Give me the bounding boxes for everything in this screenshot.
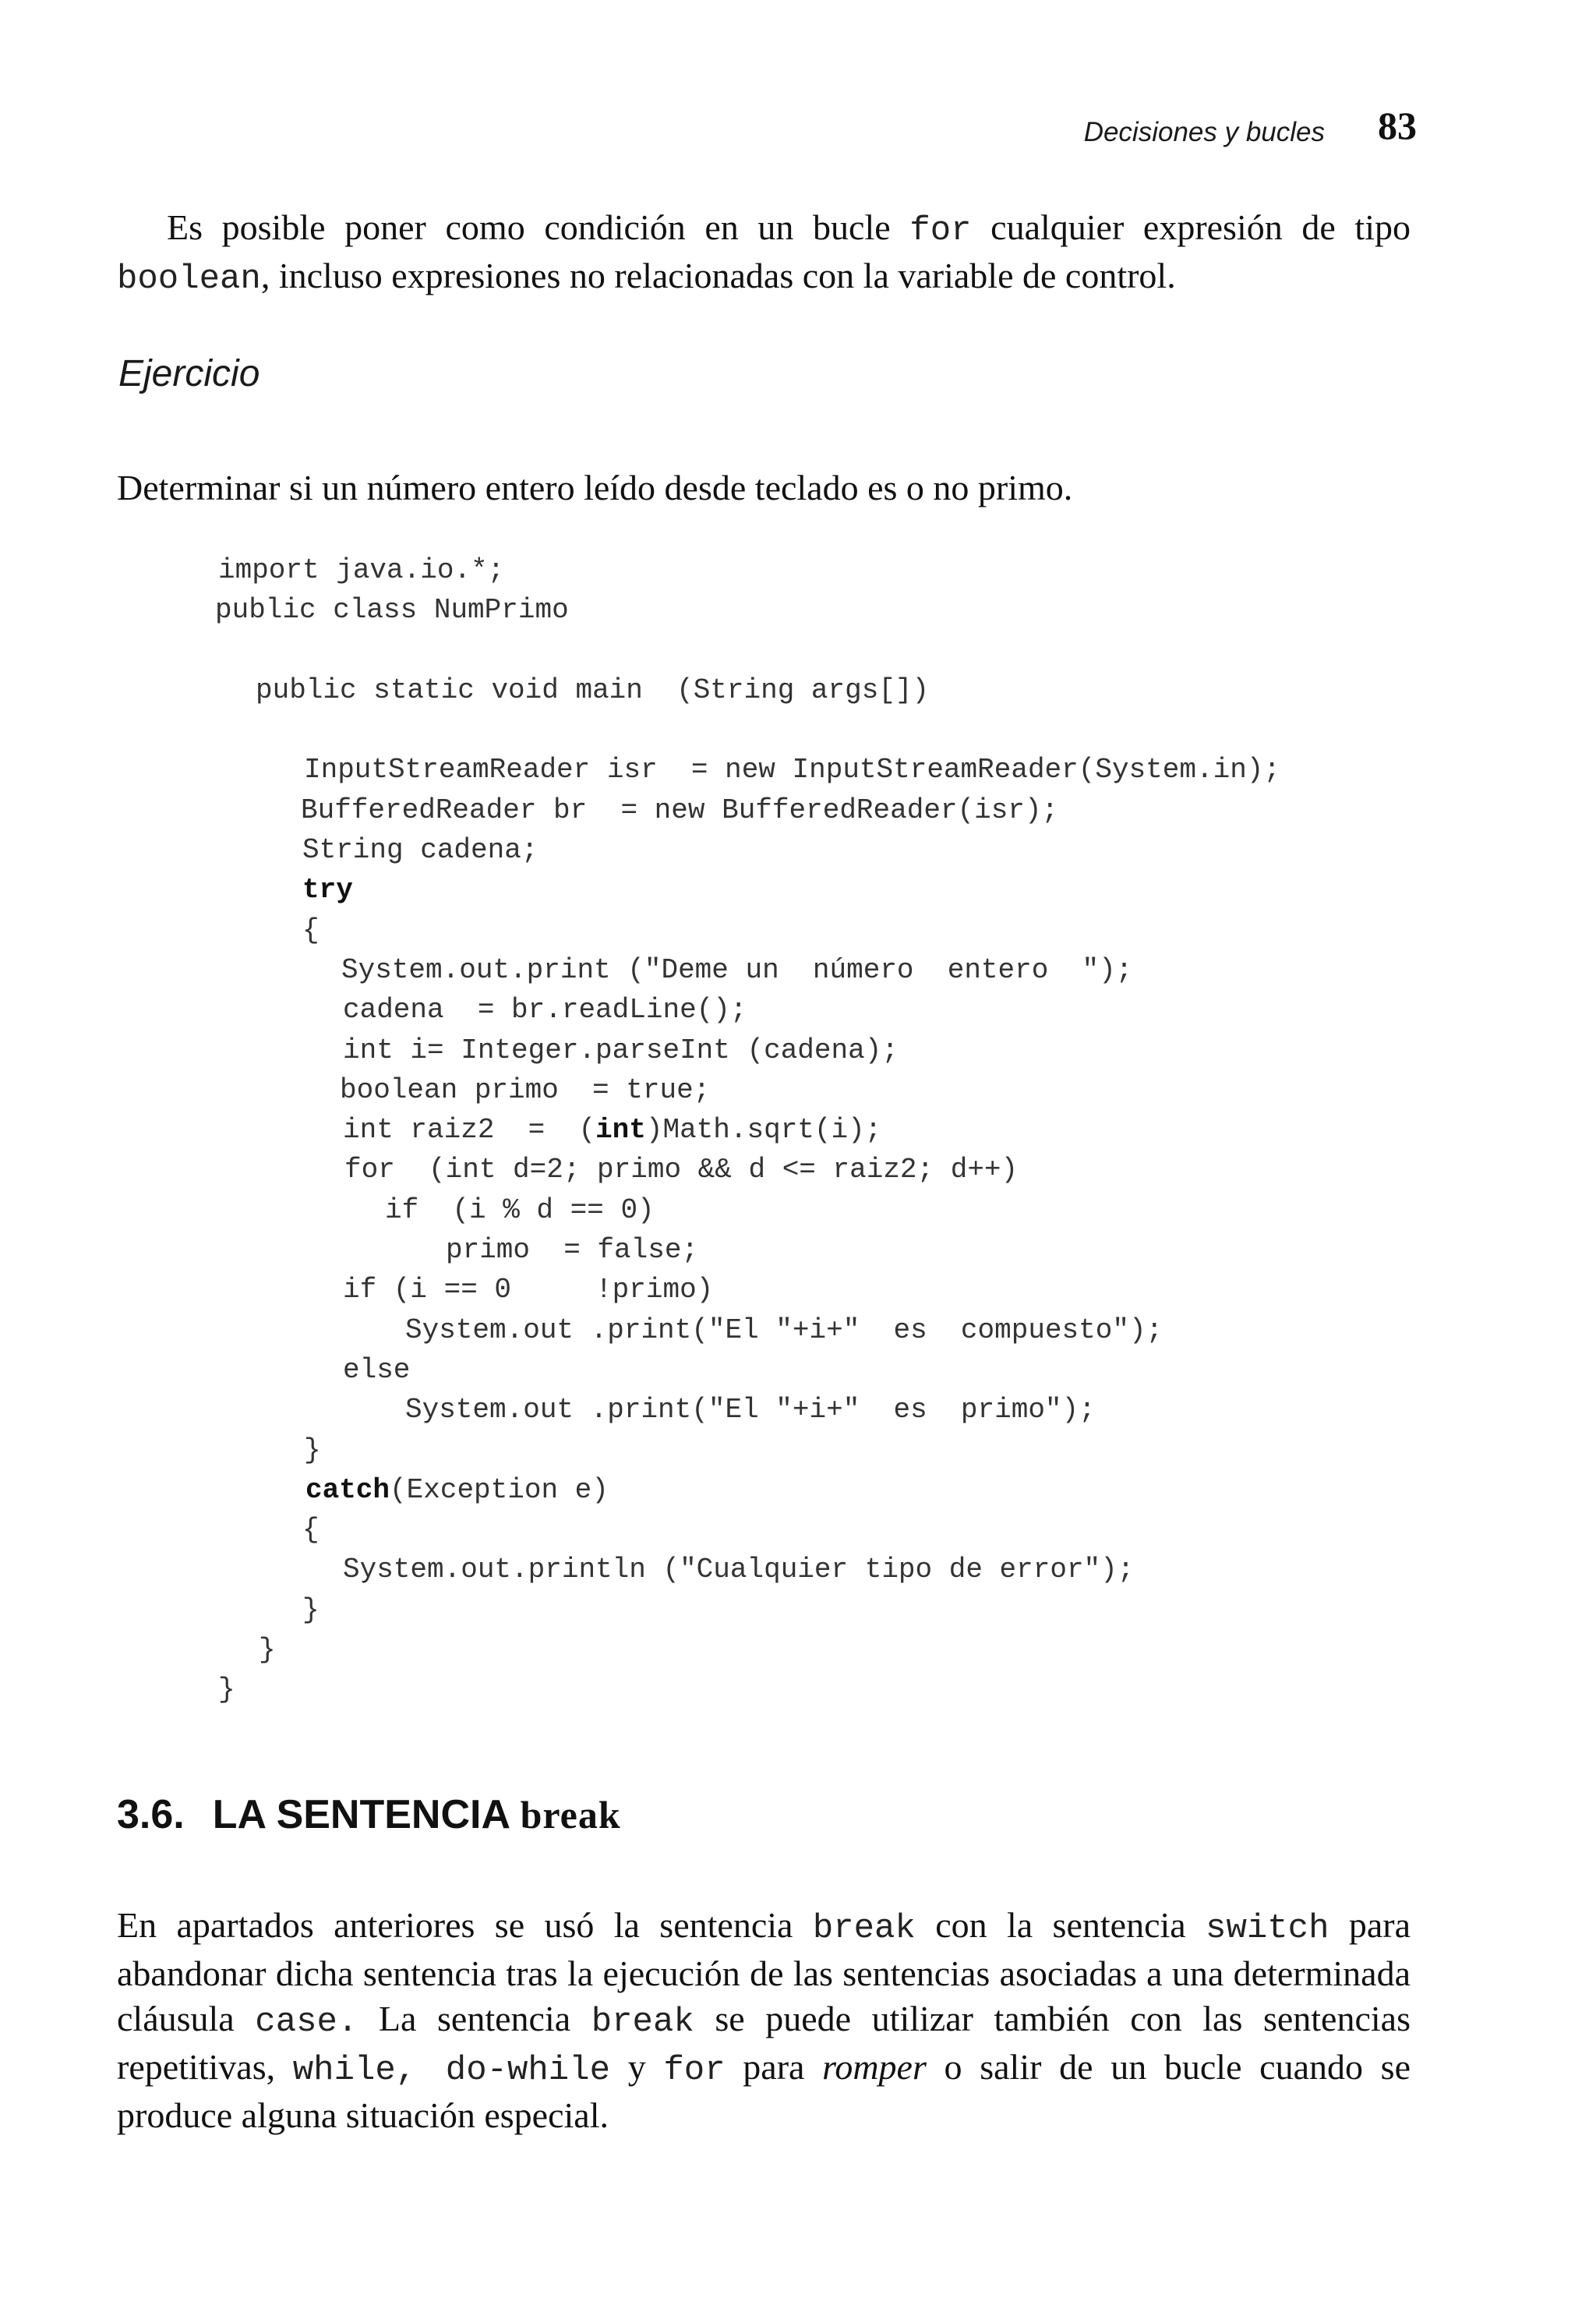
inline-code-for: for: [909, 211, 972, 250]
paragraph-text: con la sentencia: [915, 1905, 1206, 1945]
code-blank-line: [215, 710, 1400, 750]
code-line: for (int d=2; primo && d <= raiz2; d++): [344, 1154, 1019, 1186]
code-line: BufferedReader br = new BufferedReader(isr);: [301, 794, 1059, 826]
inline-code-break: break: [812, 1909, 916, 1948]
section-title: LA SENTENCIA: [212, 1792, 521, 1837]
paragraph-text: En apartados anteriores se usó la sentencia: [117, 1905, 813, 1945]
exercise-task: Determinar si un número entero leído desde teclado es o no primo.: [117, 468, 1073, 507]
code-line: }: [218, 1674, 235, 1706]
paragraph-text: y: [610, 2047, 664, 2087]
code-line: System.out .print("El "+i+" es primo");: [405, 1394, 1096, 1427]
inline-code-boolean: boolean: [117, 260, 261, 299]
code-line: public static void main (String args[]): [256, 673, 930, 706]
code-line: primo = false;: [446, 1234, 699, 1267]
inline-code-while: while, do-while: [292, 2051, 611, 2090]
code-blank-line: [215, 631, 1400, 670]
code-line: boolean primo = true;: [340, 1073, 711, 1106]
code-line: InputStreamReader isr = new InputStreamReader(System.in);: [304, 754, 1281, 787]
page-number: 83: [1378, 104, 1417, 147]
page-header: [117, 103, 1417, 157]
code-line: System.out.print ("Deme un número entero ");: [341, 953, 1133, 986]
code-line: [215, 1470, 1400, 1510]
code-token: )Math.sqrt(i);: [645, 1114, 882, 1147]
break-paragraph: [117, 1903, 1411, 2138]
section-keyword: break: [520, 1793, 621, 1837]
code-line: }: [259, 1634, 276, 1667]
code-line: if (i == 0 !primo): [343, 1274, 714, 1306]
paragraph-text: para: [725, 2047, 823, 2087]
code-line: if (i % d == 0): [385, 1193, 655, 1226]
code-line: public class NumPrimo: [215, 594, 569, 627]
paragraph-text: para abandonar dicha sentencia tras la ejecución de las sentencias asociadas a una determinada cláusula: [117, 1905, 1411, 2038]
paragraph-text: o salir de un bucle cuando se produce alguna situación especial.: [117, 2047, 1411, 2135]
code-token: (Exception e): [390, 1473, 609, 1506]
code-line: {: [302, 1514, 320, 1547]
code-line: String cadena;: [302, 834, 538, 867]
paragraph-text: La sentencia: [358, 1999, 591, 2038]
code-token-keyword: int: [595, 1114, 646, 1147]
exercise-heading: Ejercicio: [118, 353, 260, 394]
intro-text: , incluso expresiones no relacionadas con la variable de control.: [260, 256, 1176, 295]
inline-code-case: case.: [255, 2003, 358, 2042]
code-line: else: [343, 1353, 411, 1386]
code-line: cadena = br.readLine();: [343, 994, 747, 1027]
section-heading: [117, 1791, 621, 1838]
code-line: }: [302, 1593, 320, 1626]
running-title: Decisiones y bucles: [1083, 117, 1325, 147]
inline-code-for: for: [663, 2051, 726, 2090]
code-line: import java.io.*;: [218, 554, 505, 586]
emphasis-text: romper: [822, 2047, 927, 2087]
intro-paragraph: [117, 205, 1411, 302]
inline-code-break: break: [591, 2003, 694, 2042]
code-line: [215, 1110, 1400, 1150]
code-line: System.out.println ("Cualquier tipo de error");: [343, 1554, 1135, 1586]
code-line: {: [302, 914, 320, 946]
code-listing: [215, 550, 1400, 1710]
inline-code-switch: switch: [1206, 1909, 1329, 1948]
code-line: int i= Integer.parseInt (cadena);: [343, 1034, 899, 1066]
code-token: int raiz2 = (: [343, 1114, 596, 1147]
code-line: }: [304, 1434, 321, 1466]
code-token-keyword: catch: [305, 1473, 390, 1506]
code-line: System.out .print("El "+i+" es compuesto");: [405, 1313, 1163, 1346]
code-line-try: try: [302, 874, 353, 907]
section-number: 3.6.: [117, 1792, 185, 1837]
intro-text: Es posible poner como condición en un bucle: [167, 207, 910, 247]
paragraph-text: se puede utilizar también con las sentencias repetitivas,: [117, 1999, 1411, 2087]
intro-text: cualquier expresión de tipo: [971, 207, 1411, 247]
